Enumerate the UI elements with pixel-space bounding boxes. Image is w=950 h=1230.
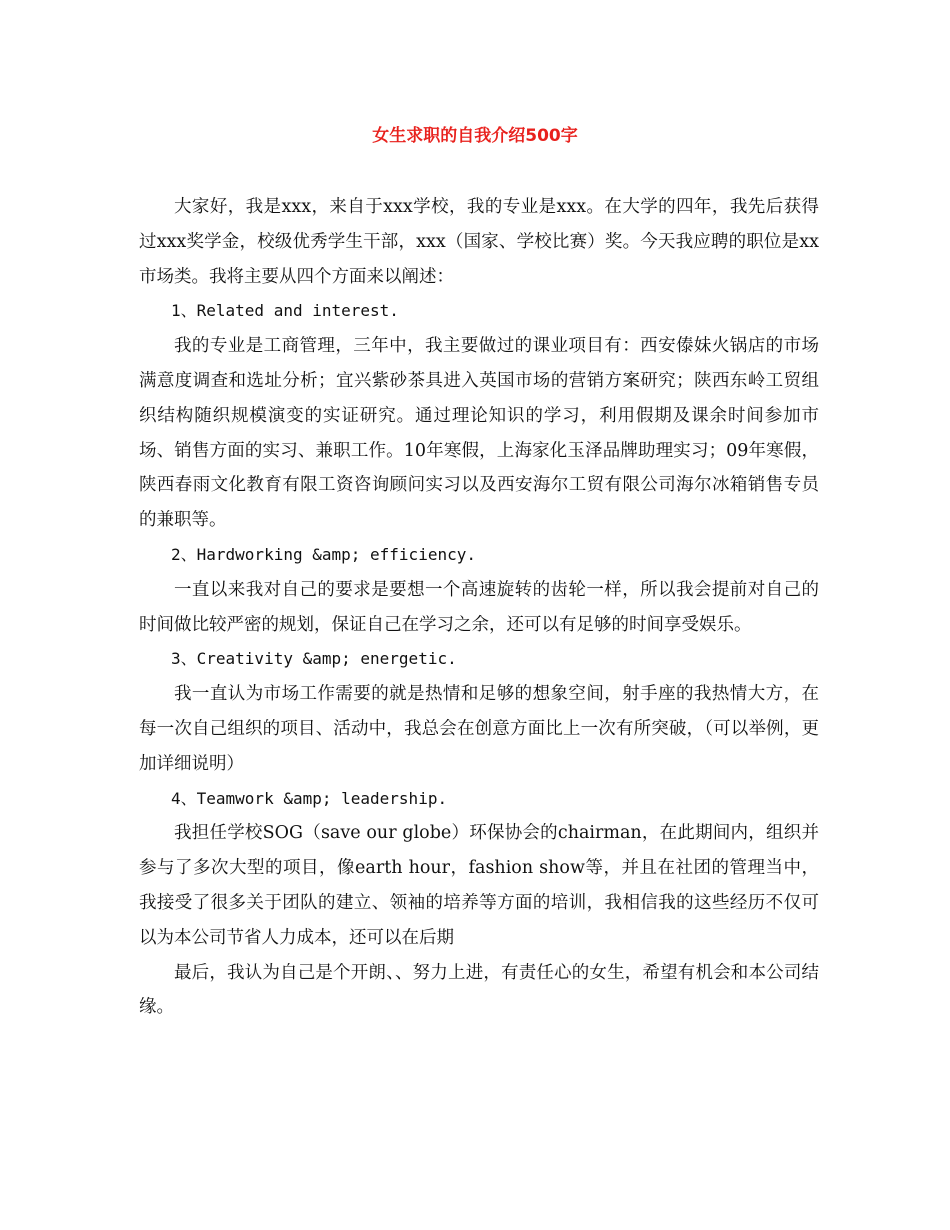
section-heading-2: 2、Hardworking &amp; efficiency. [171, 544, 476, 564]
paragraph-section-2: 一直以来我对自己的要求是要想一个高速旋转的齿轮一样，所以我会提前对自己的时间做比较严密的规划，保证自己在学习之余，还可以有足够的时间享受娱乐。 [139, 579, 819, 635]
section-heading-3: 3、Creativity &amp; energetic. [171, 649, 457, 669]
section-heading-4: 4、Teamwork &amp; leadership. [171, 788, 448, 808]
document-title: 女生求职的自我介绍500字 [372, 126, 578, 146]
paragraph-section-3: 我一直认为市场工作需要的就是热情和足够的想象空间，射手座的我热情大方，在每一次自己组织的项目、活动中，我总会在创意方面比上一次有所突破，（可以举例，更加详细说明） [139, 684, 819, 774]
paragraph-intro: 大家好，我是xxx，来自于xxx学校，我的专业是xxx。在大学的四年，我先后获得过xxx奖学金，校级优秀学生干部，xxx（国家、学校比赛）奖。今天我应聘的职位是xx市场类。我将主要从四个方面来以阐述： [139, 197, 819, 287]
section-heading-1: 1、Related and interest. [171, 301, 399, 321]
document-body [139, 190, 819, 1025]
paragraph-section-4: 我担任学校SOG（save our globe）环保协会的chairman，在此期间内，组织并参与了多次大型的项目，像earth hour，fashion show等，并且在社团的管理当中，我接受了很多关于团队的建立、领袖的培养等方面的培训，我相信我的这些经历不仅可以为本公司节省人力成本，还可以在后期 [139, 823, 819, 948]
paragraph-section-1: 我的专业是工商管理，三年中，我主要做过的课业项目有：西安傣妹火锅店的市场满意度调查和选址分析；宜兴紫砂茶具进入英国市场的营销方案研究；陕西东岭工贸组织结构随织规模演变的实证研究。通过理论知识的学习，利用假期及课余时间参加市场、销售方面的实习、兼职工作。10年寒假，上海家化玉泽品牌助理实习；09年寒假，陕西春雨文化教育有限工资咨询顾问实习以及西安海尔工贸有限公司海尔冰箱销售专员的兼职等。 [139, 336, 819, 531]
paragraph-closing: 最后，我认为自己是个开朗、、努力上进，有责任心的女生，希望有机会和本公司结缘。 [139, 962, 819, 1018]
